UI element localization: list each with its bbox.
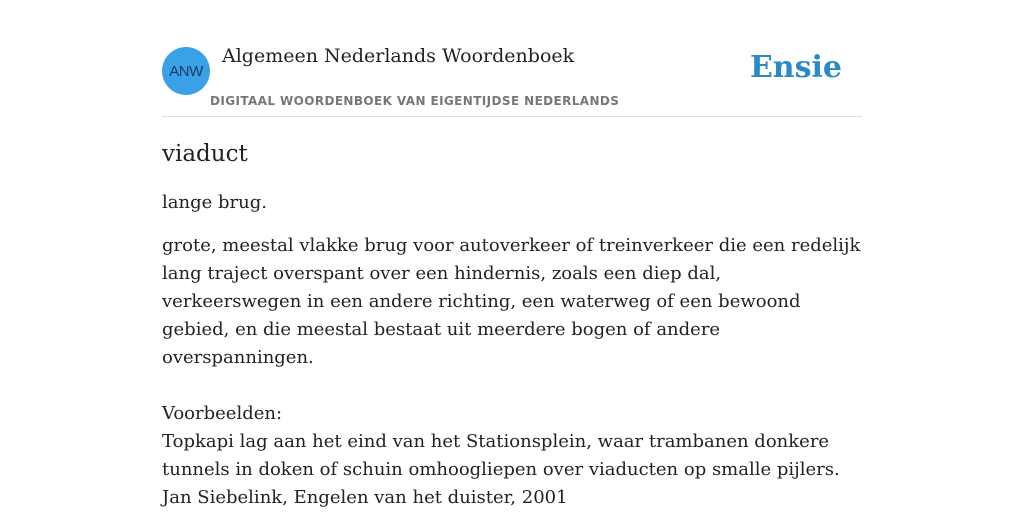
example-source: Jan Siebelink, Engelen van het duister, 2001 [162,487,568,508]
examples-section [162,400,862,512]
long-definition: grote, meestal vlakke brug voor autoverkeer of treinverkeer die een redelijk lang traject overspant over een hindernis, zoals een diep dal, verkeerswegen in een andere richting, een waterweg of een bewoond gebied, en die meestal bestaat uit meerdere bogen of andere overspanningen. [162,235,861,368]
site-title[interactable]: Algemeen Nederlands Woordenboek [222,45,575,67]
anw-logo[interactable] [162,47,210,95]
site-header [162,0,862,117]
dictionary-entry [162,138,862,512]
short-definition: lange brug. [162,192,267,213]
ensie-brand-link[interactable]: Ensie [749,50,842,85]
entry-word: viaduct [162,141,248,167]
logo-text: ANW [169,62,203,80]
examples-label: Voorbeelden: [162,403,283,424]
site-subtitle: DIGITAAL WOORDENBOEK VAN EIGENTIJDSE NEDERLANDS [210,94,620,108]
example-text: Topkapi lag aan het eind van het Stationsplein, waar trambanen donkere tunnels in doken of schuin omhoogliepen over viaducten op smalle pijlers. [162,431,840,480]
